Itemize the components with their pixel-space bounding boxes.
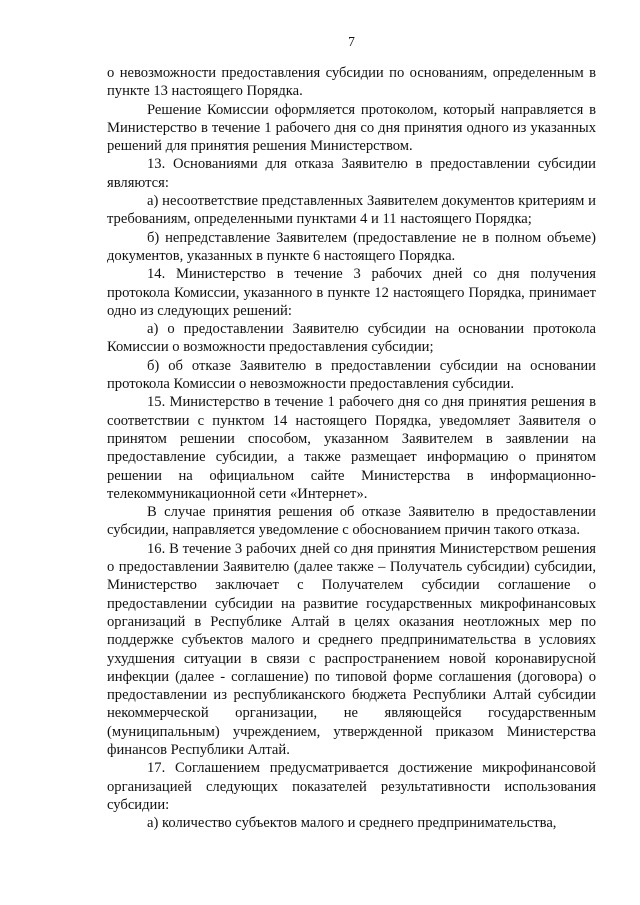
paragraph-14-item-a: а) о предоставлении Заявителю субсидии на основании протокола Комиссии о возможности предоставления субсидии;	[107, 321, 596, 356]
document-body	[107, 64, 596, 832]
paragraph-13-grounds-for-refusal: 13. Основаниями для отказа Заявителю в предоставлении субсидии являются:	[107, 156, 596, 191]
paragraph-commission-decision: Решение Комиссии оформляется протоколом, который направляется в Министерство в течение 1 рабочего дня со дня принятия одного из указанных решений для принятия решения Министерством.	[107, 101, 596, 155]
paragraph-13-item-b: б) непредставление Заявителем (предоставление не в полном объеме) документов, указанных в пункте 6 настоящего Порядка.	[107, 229, 596, 264]
document-page	[107, 0, 596, 905]
paragraph-14-ministry-decision: 14. Министерство в течение 3 рабочих дней со дня получения протокола Комиссии, указанного в пункте 12 настоящего Порядка, принимает одно из следующих решений:	[107, 266, 596, 319]
paragraph-continuation: о невозможности предоставления субсидии по основаниям, определенным в пункте 13 настоящего Порядка.	[107, 65, 596, 100]
paragraph-17-indicators: 17. Соглашением предусматривается достижение микрофинансовой организацией следующих показателей результативности использования субсидии:	[107, 760, 596, 813]
page-number: 7	[348, 34, 355, 49]
paragraph-17-item-a: а) количество субъектов малого и среднего предпринимательства,	[147, 815, 557, 832]
paragraph-15-refusal-notice: В случае принятия решения об отказе Заявителю в предоставлении субсидии, направляется уведомление с обоснованием причин такого отказа.	[107, 504, 596, 539]
paragraph-13-item-a: а) несоответствие представленных Заявителем документов критериям и требованиям, определенными пунктами 4 и 11 настоящего Порядка;	[107, 193, 596, 228]
paragraph-16-agreement: 16. В течение 3 рабочих дней со дня принятия Министерством решения о предоставлении Заявителю (далее также – Получатель субсидии) субсидии, Министерство заключает с Получателем субсидии соглашение о предоставлении субсидии на развитие государственных микрофинансовых организаций в Республике Алтай в целях оказания неотложных мер по поддержке субъектов малого и среднего предпринимательства в условиях ухудшения ситуации в связи с распространением новой коронавирусной инфекции (далее - соглашение) по типовой форме соглашения (договора) о предоставлении из республиканского бюджета Республики Алтай субсидии некоммерческой организации, не являющейся государственным (муниципальным) учреждением, утвержденной приказом Министерства финансов Республики Алтай.	[107, 540, 596, 758]
paragraph-15-notification: 15. Министерство в течение 1 рабочего дня со дня принятия решения в соответствии с пунктом 14 настоящего Порядка, уведомляет Заявителя о принятом решении способом, указанном Заявителем в заявлении на предоставление субсидии, а также размещает информацию о принятом решении на официальном сайте Министерства в информационно-телекоммуникационной сети «Интернет».	[107, 394, 596, 502]
paragraph-14-item-b: б) об отказе Заявителю в предоставлении субсидии на основании протокола Комиссии о невозможности предоставления субсидии.	[107, 357, 596, 393]
